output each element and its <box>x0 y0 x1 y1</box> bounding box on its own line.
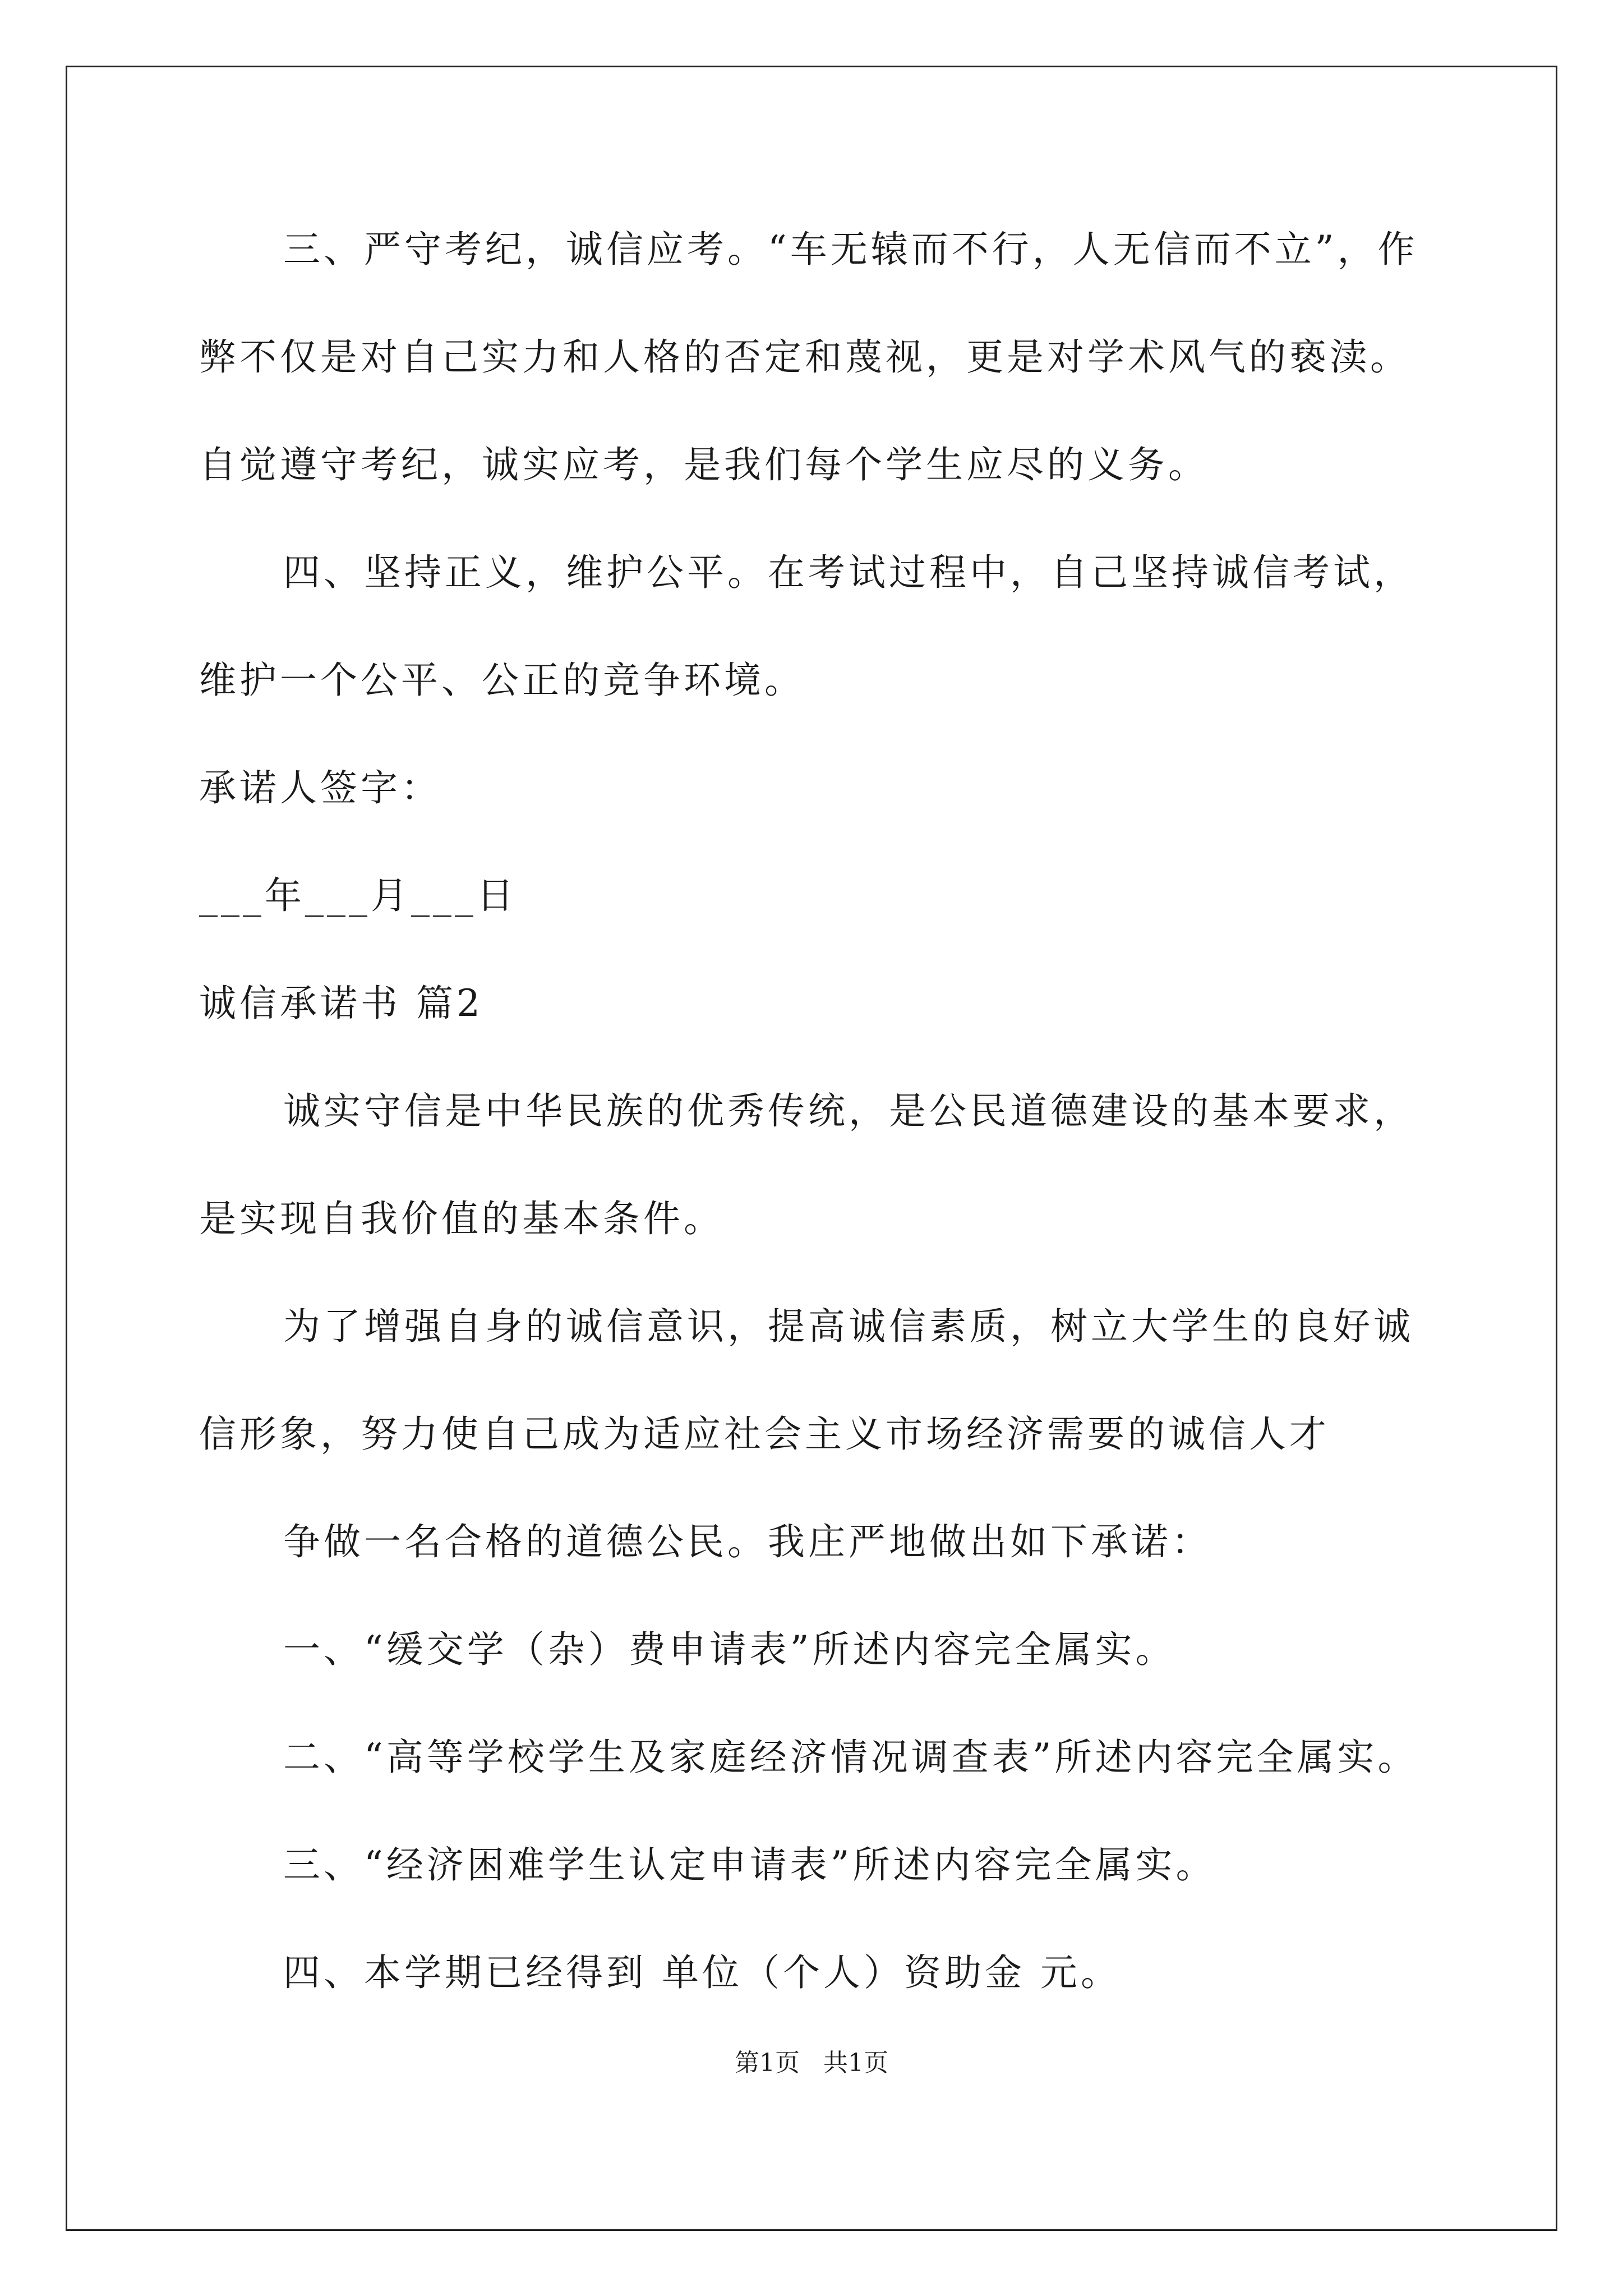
paragraph-line: 信形象，努力使自己成为适应社会主义市场经济需要的诚信人才 <box>199 1412 1330 1456</box>
paragraph-line: 四、坚持正义，维护公平。在考试过程中，自己坚持诚信考试， <box>283 551 1414 594</box>
paragraph-line: 争做一名合格的道德公民。我庄严地做出如下承诺： <box>283 1520 1212 1563</box>
paragraph-line: 弊不仅是对自己实力和人格的否定和蔑视，更是对学术风气的亵渎。 <box>199 335 1410 379</box>
list-item: 四、本学期已经得到 单位（个人）资助金 元。 <box>283 1951 1121 1994</box>
paragraph-line: 自觉遵守考纪，诚实应考，是我们每个学生应尽的义务。 <box>199 443 1209 486</box>
section-heading: 诚信承诺书 篇2 <box>199 982 483 1025</box>
list-item: 三、“经济困难学生认定申请表”所述内容完全属实。 <box>283 1843 1216 1887</box>
paragraph-line: 三、严守考纪，诚信应考。“车无辕而不行，人无信而不立”，作 <box>283 228 1418 271</box>
list-item: 二、“高等学校学生及家庭经济情况调查表”所述内容完全属实。 <box>283 1736 1418 1779</box>
paragraph-line: 诚实守信是中华民族的优秀传统，是公民道德建设的基本要求， <box>283 1089 1414 1133</box>
paragraph-line: 维护一个公平、公正的竞争环境。 <box>199 659 805 702</box>
date-line: ___年___月___日 <box>199 874 517 917</box>
page-border <box>66 66 1557 2231</box>
signature-label: 承诺人签字： <box>199 766 441 809</box>
list-item: 一、“缓交学（杂）费申请表”所述内容完全属实。 <box>283 1628 1176 1671</box>
paragraph-line: 为了增强自身的诚信意识，提高诚信素质，树立大学生的良好诚 <box>283 1305 1414 1348</box>
page-footer: 第1页 共1页 <box>735 2049 888 2077</box>
paragraph-line: 是实现自我价值的基本条件。 <box>199 1197 724 1240</box>
